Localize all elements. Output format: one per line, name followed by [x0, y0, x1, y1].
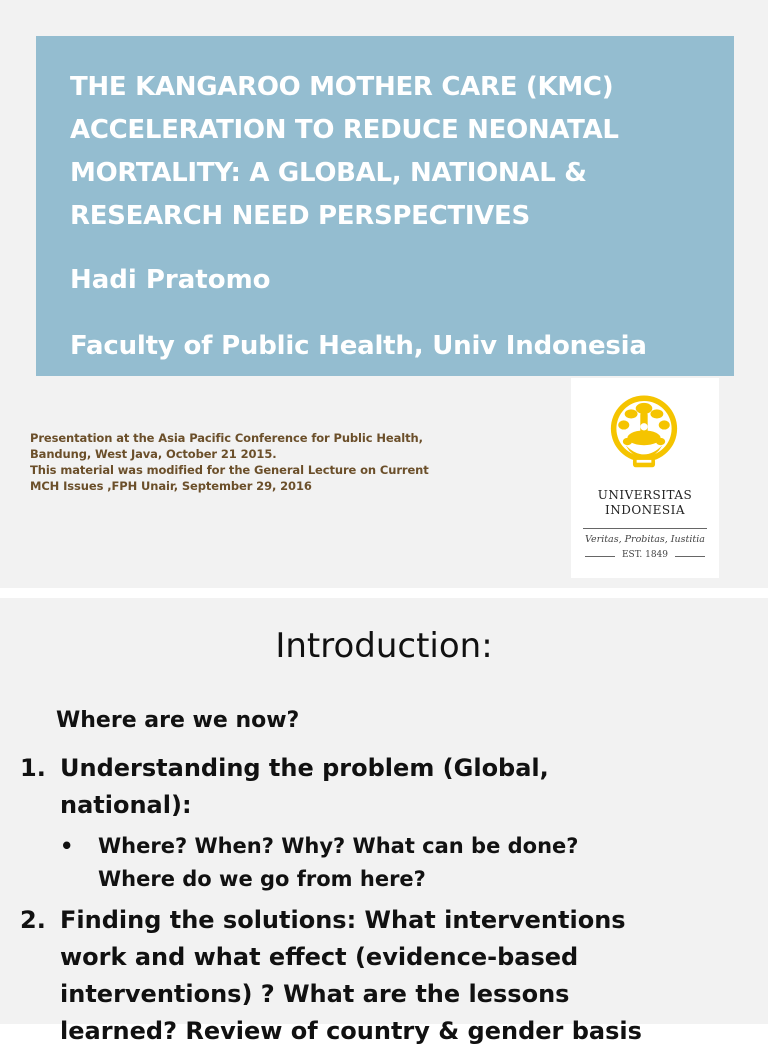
list-number: 1. — [20, 754, 46, 782]
subheading: Where are we now? — [56, 708, 300, 733]
makara-emblem-icon — [598, 390, 690, 482]
title-line-1: THE KANGAROO MOTHER CARE (KMC) — [70, 72, 614, 102]
title-banner — [36, 36, 734, 376]
logo-divider — [583, 528, 707, 529]
logo-name-line-1: UNIVERSITAS — [597, 488, 693, 502]
university-logo — [571, 378, 719, 578]
list-item-text: Understanding the problem (Global, — [60, 754, 549, 782]
logo-motto: Veritas, Probitas, Iustitia — [585, 534, 705, 545]
note-line-4: MCH Issues ,FPH Unair, September 29, 2016 — [30, 479, 312, 493]
list-item-text: learned? Review of country & gender basis — [60, 1017, 642, 1045]
list-item-text: interventions) ? What are the lessons — [60, 980, 570, 1008]
title-line-3: MORTALITY: A GLOBAL, NATIONAL & — [70, 158, 587, 188]
note-line-3: This material was modified for the General Lecture on Current — [30, 463, 429, 477]
note-line-2: Bandung, West Java, October 21 2015. — [30, 447, 277, 461]
affiliation: Faculty of Public Health, Univ Indonesia — [70, 331, 647, 361]
logo-name-line-2: INDONESIA — [604, 503, 686, 517]
list-item-text: Finding the solutions: What interventions — [60, 906, 626, 934]
slide-separator — [0, 588, 768, 598]
bullet-text: Where? When? Why? What can be done? — [98, 834, 579, 858]
bullet-text: Where do we go from here? — [98, 867, 426, 891]
title-line-2: ACCELERATION TO REDUCE NEONATAL — [70, 115, 619, 145]
list-item-text: work and what effect (evidence-based — [60, 943, 579, 971]
slide-title: Introduction: — [275, 626, 493, 666]
presentation-note — [30, 430, 500, 494]
est-rule-right — [675, 556, 705, 557]
list-number: 2. — [20, 906, 46, 934]
title-line-4: RESEARCH NEED PERSPECTIVES — [70, 201, 530, 231]
list-item-text: national): — [60, 791, 192, 819]
author-name: Hadi Pratomo — [70, 265, 271, 295]
logo-est: EST. 1849 — [621, 550, 669, 560]
note-line-1: Presentation at the Asia Pacific Conference for Public Health, — [30, 431, 423, 445]
introduction-slide — [0, 598, 768, 1045]
bullet-icon: • — [60, 834, 74, 858]
